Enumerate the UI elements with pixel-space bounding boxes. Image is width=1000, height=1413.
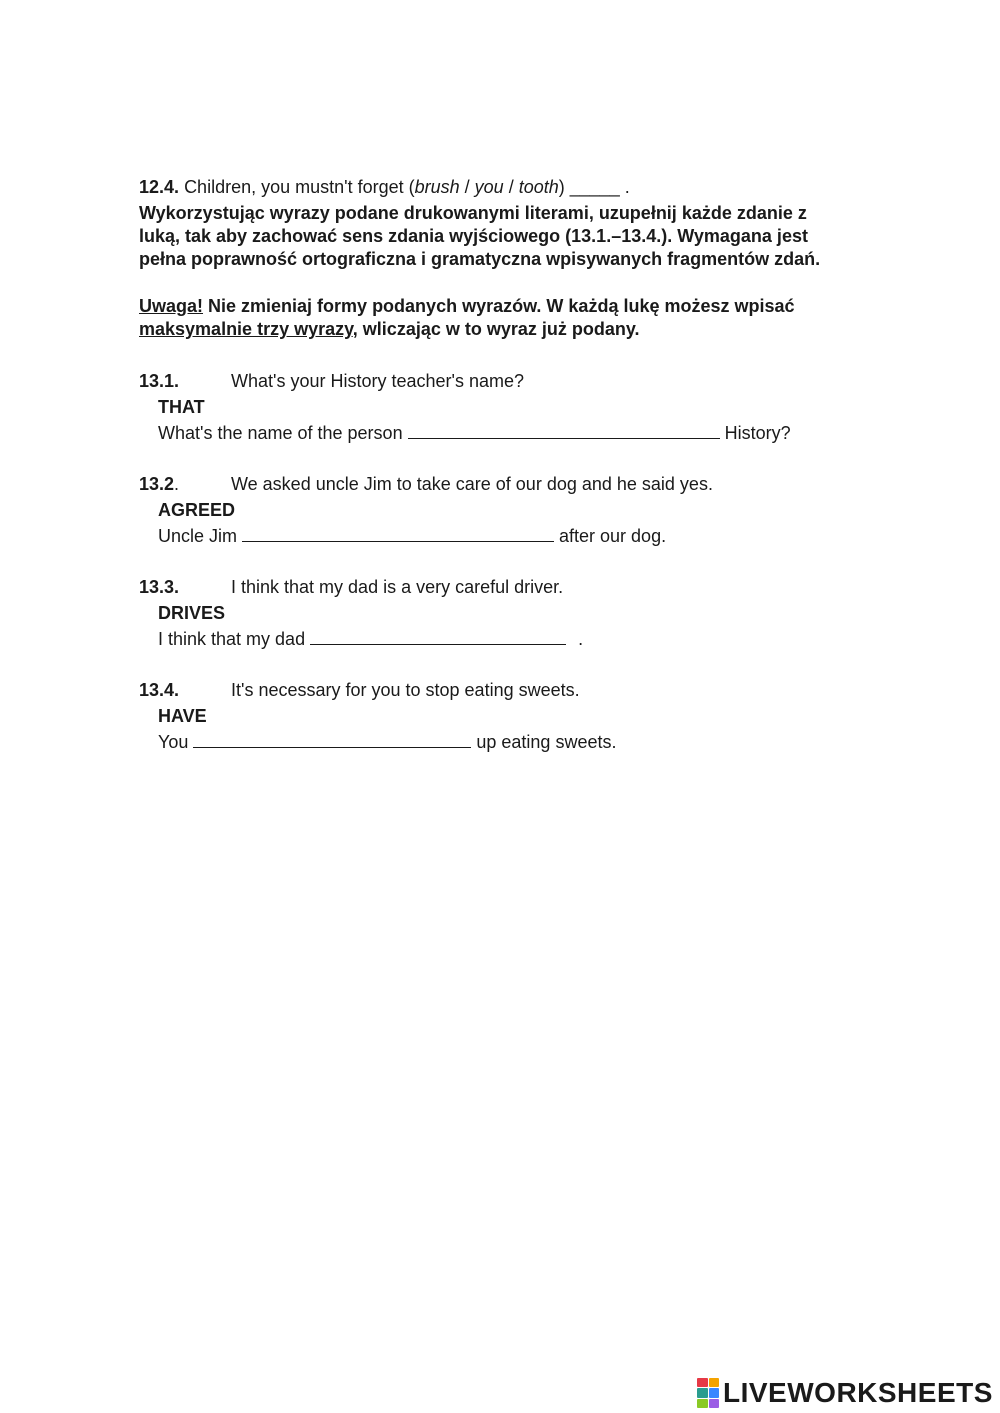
task-13-4-answer-blank[interactable] [193, 732, 471, 748]
task-13-2-sentence: We asked uncle Jim to take care of our dog and he said yes. [231, 474, 713, 494]
task-13-1-answer-blank[interactable] [408, 423, 720, 439]
task-13-2-sentence-row [139, 473, 713, 495]
task-13-1-sentence-row [139, 370, 524, 392]
task-12-4-sep2: / [503, 177, 519, 197]
logo-square-1 [697, 1378, 708, 1387]
task-13-2-suffix: after our dog. [559, 526, 667, 546]
task-13-1-keyword: THAT [158, 397, 205, 417]
task-12-4-text-after: ) _____ . [558, 177, 630, 197]
task-13-3-keyword: DRIVES [158, 603, 226, 623]
instructions-line-2: luką, tak aby zachować sens zdania wyjściowego (13.1.–13.4.). Wymagana jest [139, 226, 808, 246]
task-12-4-number: 12.4. [139, 177, 180, 197]
task-13-1-suffix: History? [724, 423, 791, 443]
logo-square-4 [709, 1388, 720, 1397]
task-13-2-answer-row [158, 525, 666, 547]
task-13-4-suffix: up eating sweets. [476, 732, 617, 752]
task-13-3-answer-blank[interactable] [310, 629, 566, 645]
task-13-2-number-wrap [139, 473, 231, 495]
liveworksheets-logo-text: LIVEWORKSHEETS [723, 1377, 993, 1408]
task-13-3-prefix: I think that my dad [158, 629, 306, 649]
liveworksheets-logo-icon [697, 1378, 719, 1408]
task-12-4 [139, 176, 630, 198]
task-12-4-sep1: / [459, 177, 475, 197]
task-12-4-word-tooth: tooth [518, 177, 559, 197]
task-13-4-sentence-row [139, 679, 580, 701]
task-13-2-number-dot: . [174, 474, 180, 494]
logo-square-5 [697, 1399, 708, 1408]
task-13-4-sentence: It's necessary for you to stop eating sweets. [231, 680, 580, 700]
logo-square-3 [697, 1388, 708, 1397]
task-13-1-prefix: What's the name of the person [158, 423, 403, 443]
task-13-1-sentence: What's your History teacher's name? [231, 371, 524, 391]
note-line-2 [139, 318, 899, 340]
task-13-2-keyword: AGREED [158, 500, 236, 520]
task-13-2-prefix: Uncle Jim [158, 526, 238, 546]
task-13-3-number: 13.3. [139, 577, 180, 597]
task-13-3-suffix: . [578, 629, 584, 649]
logo-square-6 [709, 1399, 720, 1408]
note-text-1: Nie zmieniaj formy podanych wyrazów. W każdą lukę możesz wpisać [203, 296, 795, 316]
note-underlined: maksymalnie trzy wyrazy [139, 319, 353, 339]
note-text-2: , wliczając w to wyraz już podany. [352, 319, 640, 339]
task-13-2-answer-blank[interactable] [242, 526, 554, 542]
task-13-3-sentence: I think that my dad is a very careful driver. [231, 577, 564, 597]
note-line-1 [139, 295, 899, 317]
instructions-line-1: Wykorzystując wyrazy podane drukowanymi literami, uzupełnij każde zdanie z [139, 203, 807, 223]
task-13-4-answer-row [158, 731, 616, 753]
task-13-2-number: 13.2 [139, 474, 175, 494]
task-13-3-answer-row [158, 628, 583, 650]
task-12-4-word-brush: brush [414, 177, 460, 197]
task-12-4-text-before: Children, you mustn't forget ( [184, 177, 415, 197]
instructions-line-3: pełna poprawność ortograficzna i gramatyczna wpisywanych fragmentów zdań. [139, 249, 821, 269]
task-13-4-number: 13.4. [139, 680, 180, 700]
task-13-1-answer-row [158, 422, 791, 444]
logo-square-2 [709, 1378, 720, 1387]
task-12-4-word-you: you [474, 177, 504, 197]
note-label: Uwaga! [139, 296, 204, 316]
task-13-4-keyword: HAVE [158, 706, 207, 726]
task-13-1-number: 13.1. [139, 371, 180, 391]
task-13-3-sentence-row [139, 576, 563, 598]
task-13-4-prefix: You [158, 732, 189, 752]
liveworksheets-logo[interactable] [697, 1376, 993, 1410]
